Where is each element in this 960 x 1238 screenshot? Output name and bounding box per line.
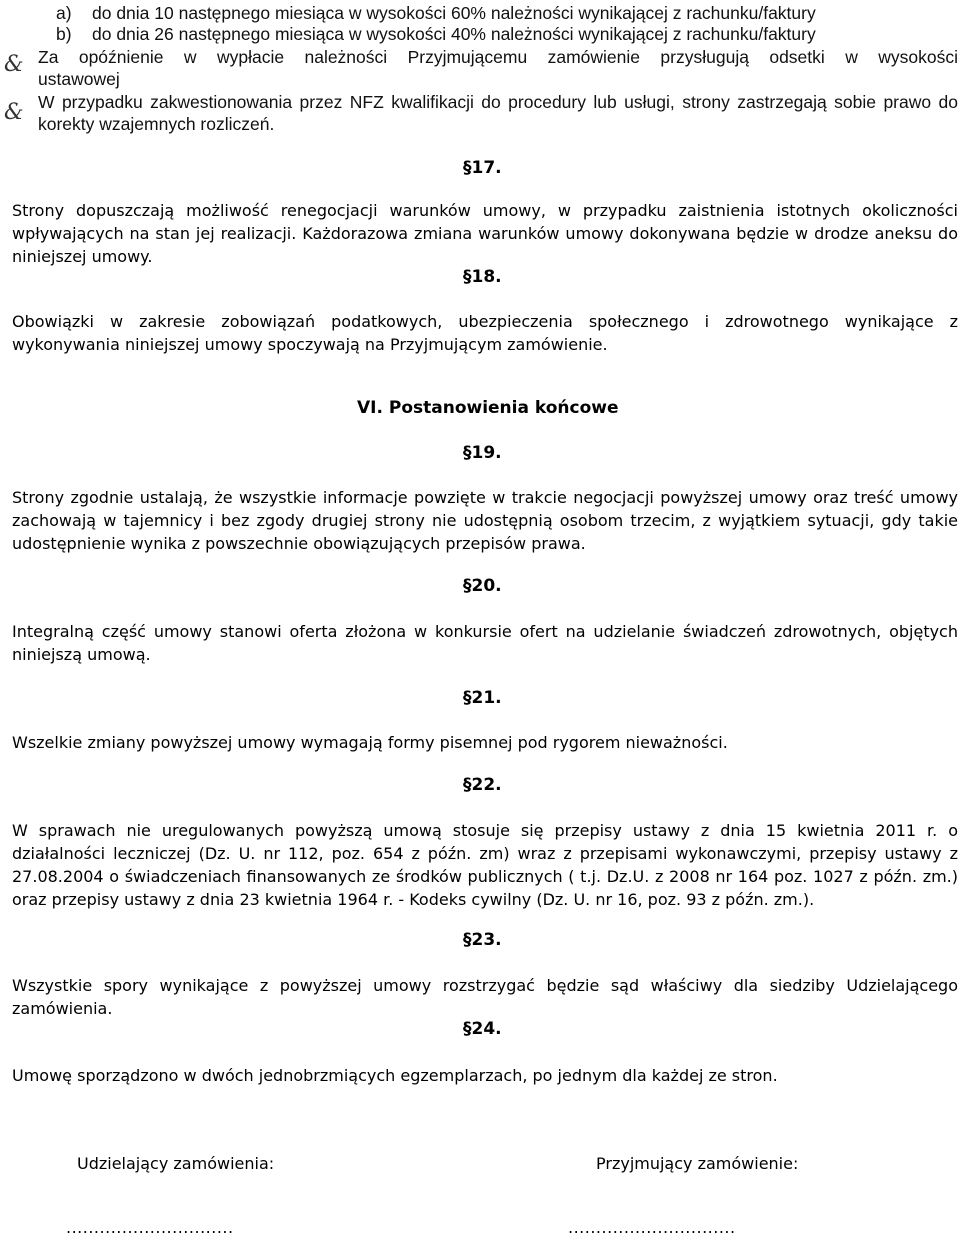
section-20-text: Integralną część umowy stanowi oferta złożona w konkursie ofert na udzielanie świadczeń zdrowotnych, objętych niniejszą umową. [12, 622, 958, 664]
chapter-title: VI. Postanowienia końcowe [357, 398, 619, 418]
section-sign-icon: § [463, 158, 472, 178]
signature-right-label: Przyjmujący zamówienie: [596, 1154, 799, 1173]
section-19-text: Strony zgodnie ustalają, że wszystkie informacje powzięte w trakcie negocjacji powyższej umowy oraz treść umowy zachowają w tajemnicy i bez zgody drugiej strony nie udostępnią osobom trzecim, z wyjątkiem sytuacji, gdy takie udostępnienie wynika z powszechnie obowiązujących przepisów prawa. [12, 488, 958, 553]
section-sign-icon: § [463, 688, 472, 708]
section-sign-icon: § [463, 267, 472, 287]
section-heading-20: §20. [463, 576, 502, 596]
section-sign-icon: § [463, 930, 472, 950]
list-marker-a: a) [56, 3, 72, 23]
section-heading-24: §24. [463, 1019, 502, 1039]
bullet-1-line-1: Za opóźnienie w wypłacie należności Przyjmującemu zamówienie przysługują odsetki w wysokości [38, 47, 958, 67]
section-17-text: Strony dopuszczają możliwość renegocjacji warunków umowy, w przypadku zaistnienia istotnych okoliczności wpływających na stan jej realizacji. Każdorazowa zmiana warunków umowy dokonywana będzie w drodze aneksu do niniejszej umowy. [12, 201, 958, 266]
section-24-text: Umowę sporządzono w dwóch jednobrzmiących egzemplarzach, po jednym dla każdej ze stron. [12, 1066, 778, 1085]
section-heading-19: §19. [463, 443, 502, 463]
section-sign-icon: § [463, 576, 472, 596]
section-23-text: Wszystkie spory wynikające z powyższej umowy rozstrzygać będzie sąd właściwy dla siedziby Udzielającego zamówienia. [12, 976, 958, 1018]
signature-left-label: Udzielający zamówienia: [77, 1154, 275, 1173]
section-sign-icon: § [463, 443, 472, 463]
bullet-2-line-2: korekty wzajemnych rozliczeń. [38, 114, 275, 134]
section-heading-17: §17. [463, 158, 502, 178]
section-18-text: Obowiązki w zakresie zobowiązań podatkowych, ubezpieczenia społecznego i zdrowotnego wynikające z wykonywania niniejszej umowy spoczywają na Przyjmującym zamówienie. [12, 312, 958, 354]
section-sign-icon: § [463, 1019, 472, 1039]
list-marker-b: b) [56, 24, 72, 44]
bullet-2-line-1: W przypadku zakwestionowania przez NFZ kwalifikacji do procedury lub usługi, strony zastrzegają sobie prawo do [38, 92, 958, 112]
section-21-text: Wszelkie zmiany powyższej umowy wymagają formy pisemnej pod rygorem nieważności. [12, 733, 728, 752]
section-heading-21: §21. [463, 688, 502, 708]
section-22-text: W sprawach nie uregulowanych powyższą umową stosuje się przepisy ustawy z dnia 15 kwietnia 2011 r. o działalności leczniczej (Dz. U. nr 112, poz. 654 z późn. zm) wraz z przepisami wykonawczymi, przepisy ustawy z 27.08.2004 o świadczeniach finansowanych ze środków publicznych ( t.j. Dz.U. z 2008 nr 164 poz. 1027 z późn. zm.) oraz przepisy ustawy z dnia 23 kwietnia 1964 r. - Kodeks cywilny (Dz. U. nr 16, poz. 93 z późn. zm.). [12, 821, 958, 909]
list-item-b: do dnia 26 następnego miesiąca w wysokości 40% należności wynikającej z rachunku/faktury [92, 24, 816, 44]
signature-right-line: .............................. [568, 1218, 736, 1237]
section-heading-23: §23. [463, 930, 502, 950]
section-sign-icon: § [463, 775, 472, 795]
bullet-glyph-icon: & [4, 52, 24, 77]
signature-left-line: .............................. [66, 1218, 234, 1237]
bullet-glyph-icon: & [4, 100, 24, 125]
bullet-1-line-2: ustawowej [38, 69, 120, 89]
section-heading-22: §22. [463, 775, 502, 795]
section-heading-18: §18. [463, 267, 502, 287]
list-item-a: do dnia 10 następnego miesiąca w wysokości 60% należności wynikającej z rachunku/faktury [92, 3, 816, 23]
